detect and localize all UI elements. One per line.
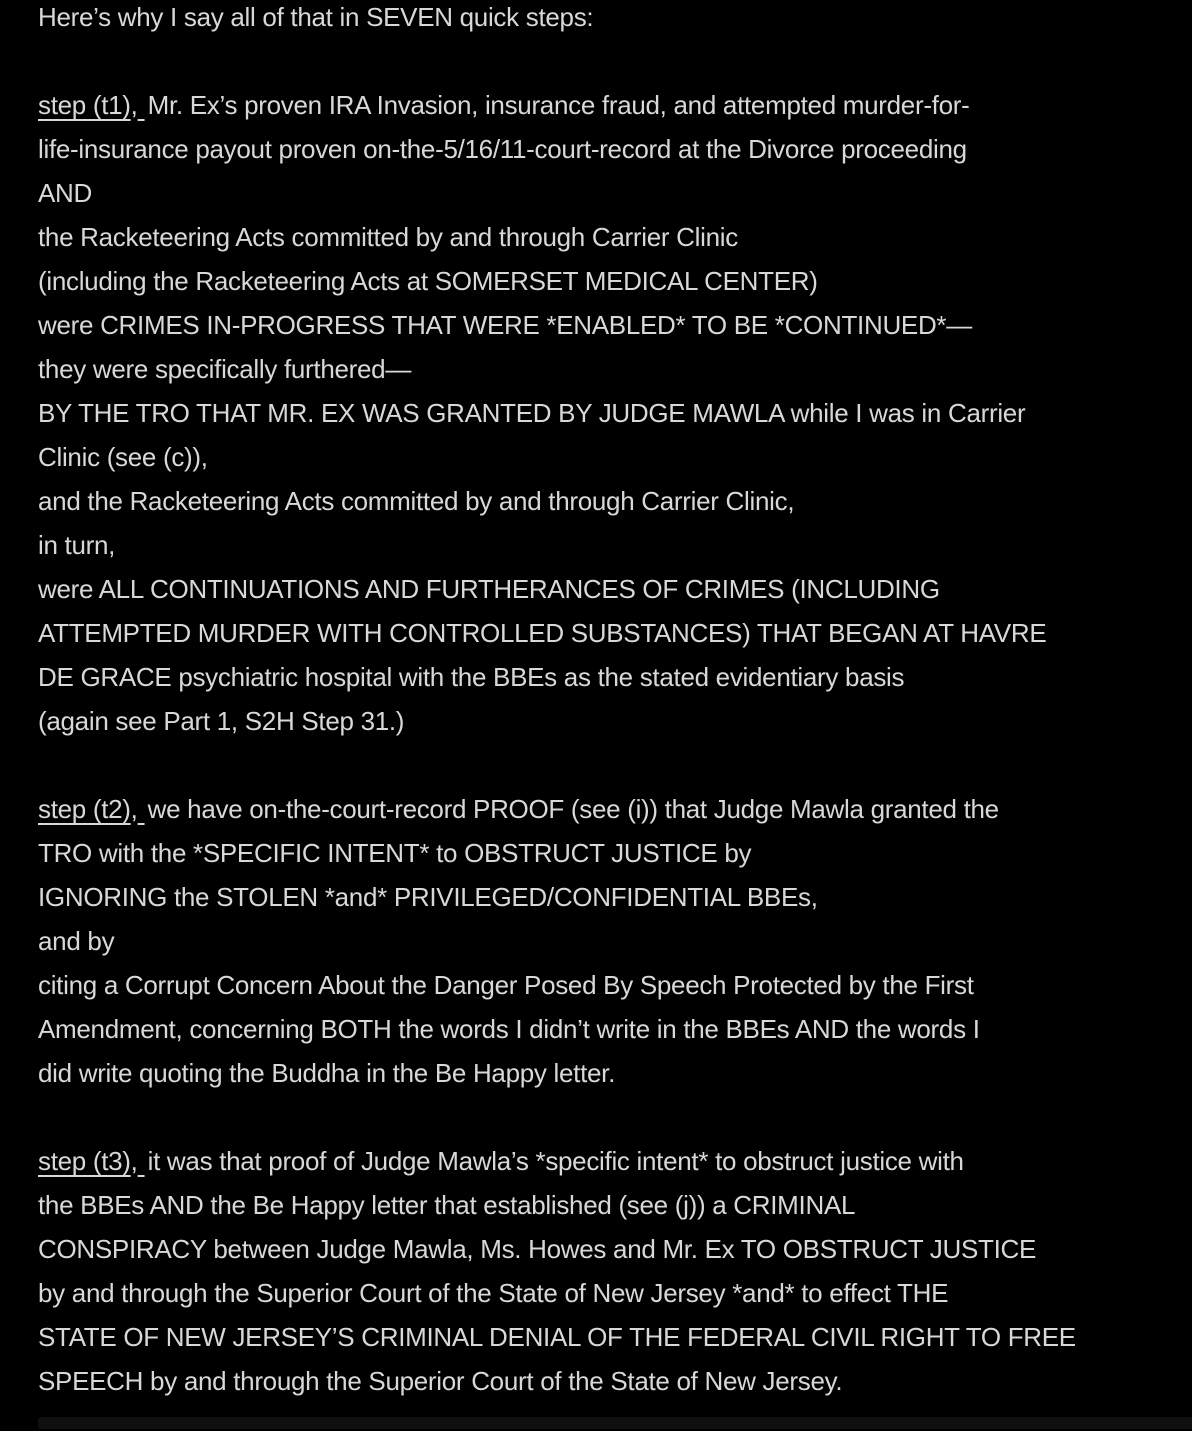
text-line: (including the Racketeering Acts at SOMERSET MEDICAL CENTER) — [38, 266, 818, 296]
text-line: we have on-the-court-record PROOF (see (i)) that Judge Mawla granted the — [147, 794, 999, 824]
text-line: in turn, — [38, 530, 116, 560]
text-line: and by — [38, 926, 115, 956]
step-separator: , — [130, 1146, 138, 1176]
text-line: CONSPIRACY between Judge Mawla, Ms. Howes and Mr. Ex TO OBSTRUCT JUSTICE — [38, 1234, 1037, 1264]
text-line: BY THE TRO THAT MR. EX WAS GRANTED BY JUDGE MAWLA while I was in Carrier — [38, 398, 1026, 428]
underlined-space — [138, 1139, 148, 1183]
text-line: by and through the Superior Court of the State of New Jersey *and* to effect THE — [38, 1278, 949, 1308]
step-paragraph-step-t2 — [38, 787, 1184, 1095]
text-line: and the Racketeering Acts committed by and through Carrier Clinic, — [38, 486, 795, 516]
bottom-strip — [38, 1417, 1192, 1429]
underlined-space — [138, 83, 148, 127]
step-label: step (t1) — [38, 90, 131, 120]
text-line: it was that proof of Judge Mawla’s *specific intent* to obstruct justice with — [147, 1146, 964, 1176]
step-label: step (t2) — [38, 794, 131, 824]
text-line: they were specifically furthered— — [38, 354, 412, 384]
steps-container — [38, 83, 1184, 1403]
text-line: did write quoting the Buddha in the Be Happy letter. — [38, 1058, 616, 1088]
text-line: the Racketeering Acts committed by and through Carrier Clinic — [38, 222, 738, 252]
text-line: the BBEs AND the Be Happy letter that established (see (j)) a CRIMINAL — [38, 1190, 856, 1220]
text-line: (again see Part 1, S2H Step 31.) — [38, 706, 405, 736]
text-line: life-insurance payout proven on-the-5/16/11-court-record at the Divorce proceeding — [38, 134, 967, 164]
text-line: were CRIMES IN-PROGRESS THAT WERE *ENABLED* TO BE *CONTINUED*— — [38, 310, 972, 340]
step-separator: , — [130, 794, 138, 824]
text-line: STATE OF NEW JERSEY’S CRIMINAL DENIAL OF THE FEDERAL CIVIL RIGHT TO FREE — [38, 1322, 1076, 1352]
text-line: TRO with the *SPECIFIC INTENT* to OBSTRUCT JUSTICE by — [38, 838, 752, 868]
text-line: SPEECH by and through the Superior Court of the State of New Jersey. — [38, 1366, 843, 1396]
step-paragraph-step-t3 — [38, 1139, 1184, 1403]
underlined-space — [138, 787, 148, 831]
intro-text: Here’s why I say all of that in SEVEN quick steps: — [38, 2, 594, 32]
step-paragraph-step-t1 — [38, 83, 1184, 743]
text-line: DE GRACE psychiatric hospital with the BBEs as the stated evidentiary basis — [38, 662, 905, 692]
text-line: were ALL CONTINUATIONS AND FURTHERANCES OF CRIMES (INCLUDING — [38, 574, 940, 604]
text-line: IGNORING the STOLEN *and* PRIVILEGED/CONFIDENTIAL BBEs, — [38, 882, 818, 912]
text-line: Amendment, concerning BOTH the words I didn’t write in the BBEs AND the words I — [38, 1014, 980, 1044]
text-line: AND — [38, 178, 92, 208]
document-text — [38, 0, 1184, 1431]
step-label: step (t3) — [38, 1146, 131, 1176]
text-line: Mr. Ex’s proven IRA Invasion, insurance fraud, and attempted murder-for- — [147, 90, 970, 120]
text-line: Clinic (see (c)), — [38, 442, 208, 472]
text-line: ATTEMPTED MURDER WITH CONTROLLED SUBSTANCES) THAT BEGAN AT HAVRE — [38, 618, 1047, 648]
intro-paragraph — [38, 0, 1184, 39]
text-line: citing a Corrupt Concern About the Danger Posed By Speech Protected by the First — [38, 970, 974, 1000]
step-separator: , — [130, 90, 138, 120]
